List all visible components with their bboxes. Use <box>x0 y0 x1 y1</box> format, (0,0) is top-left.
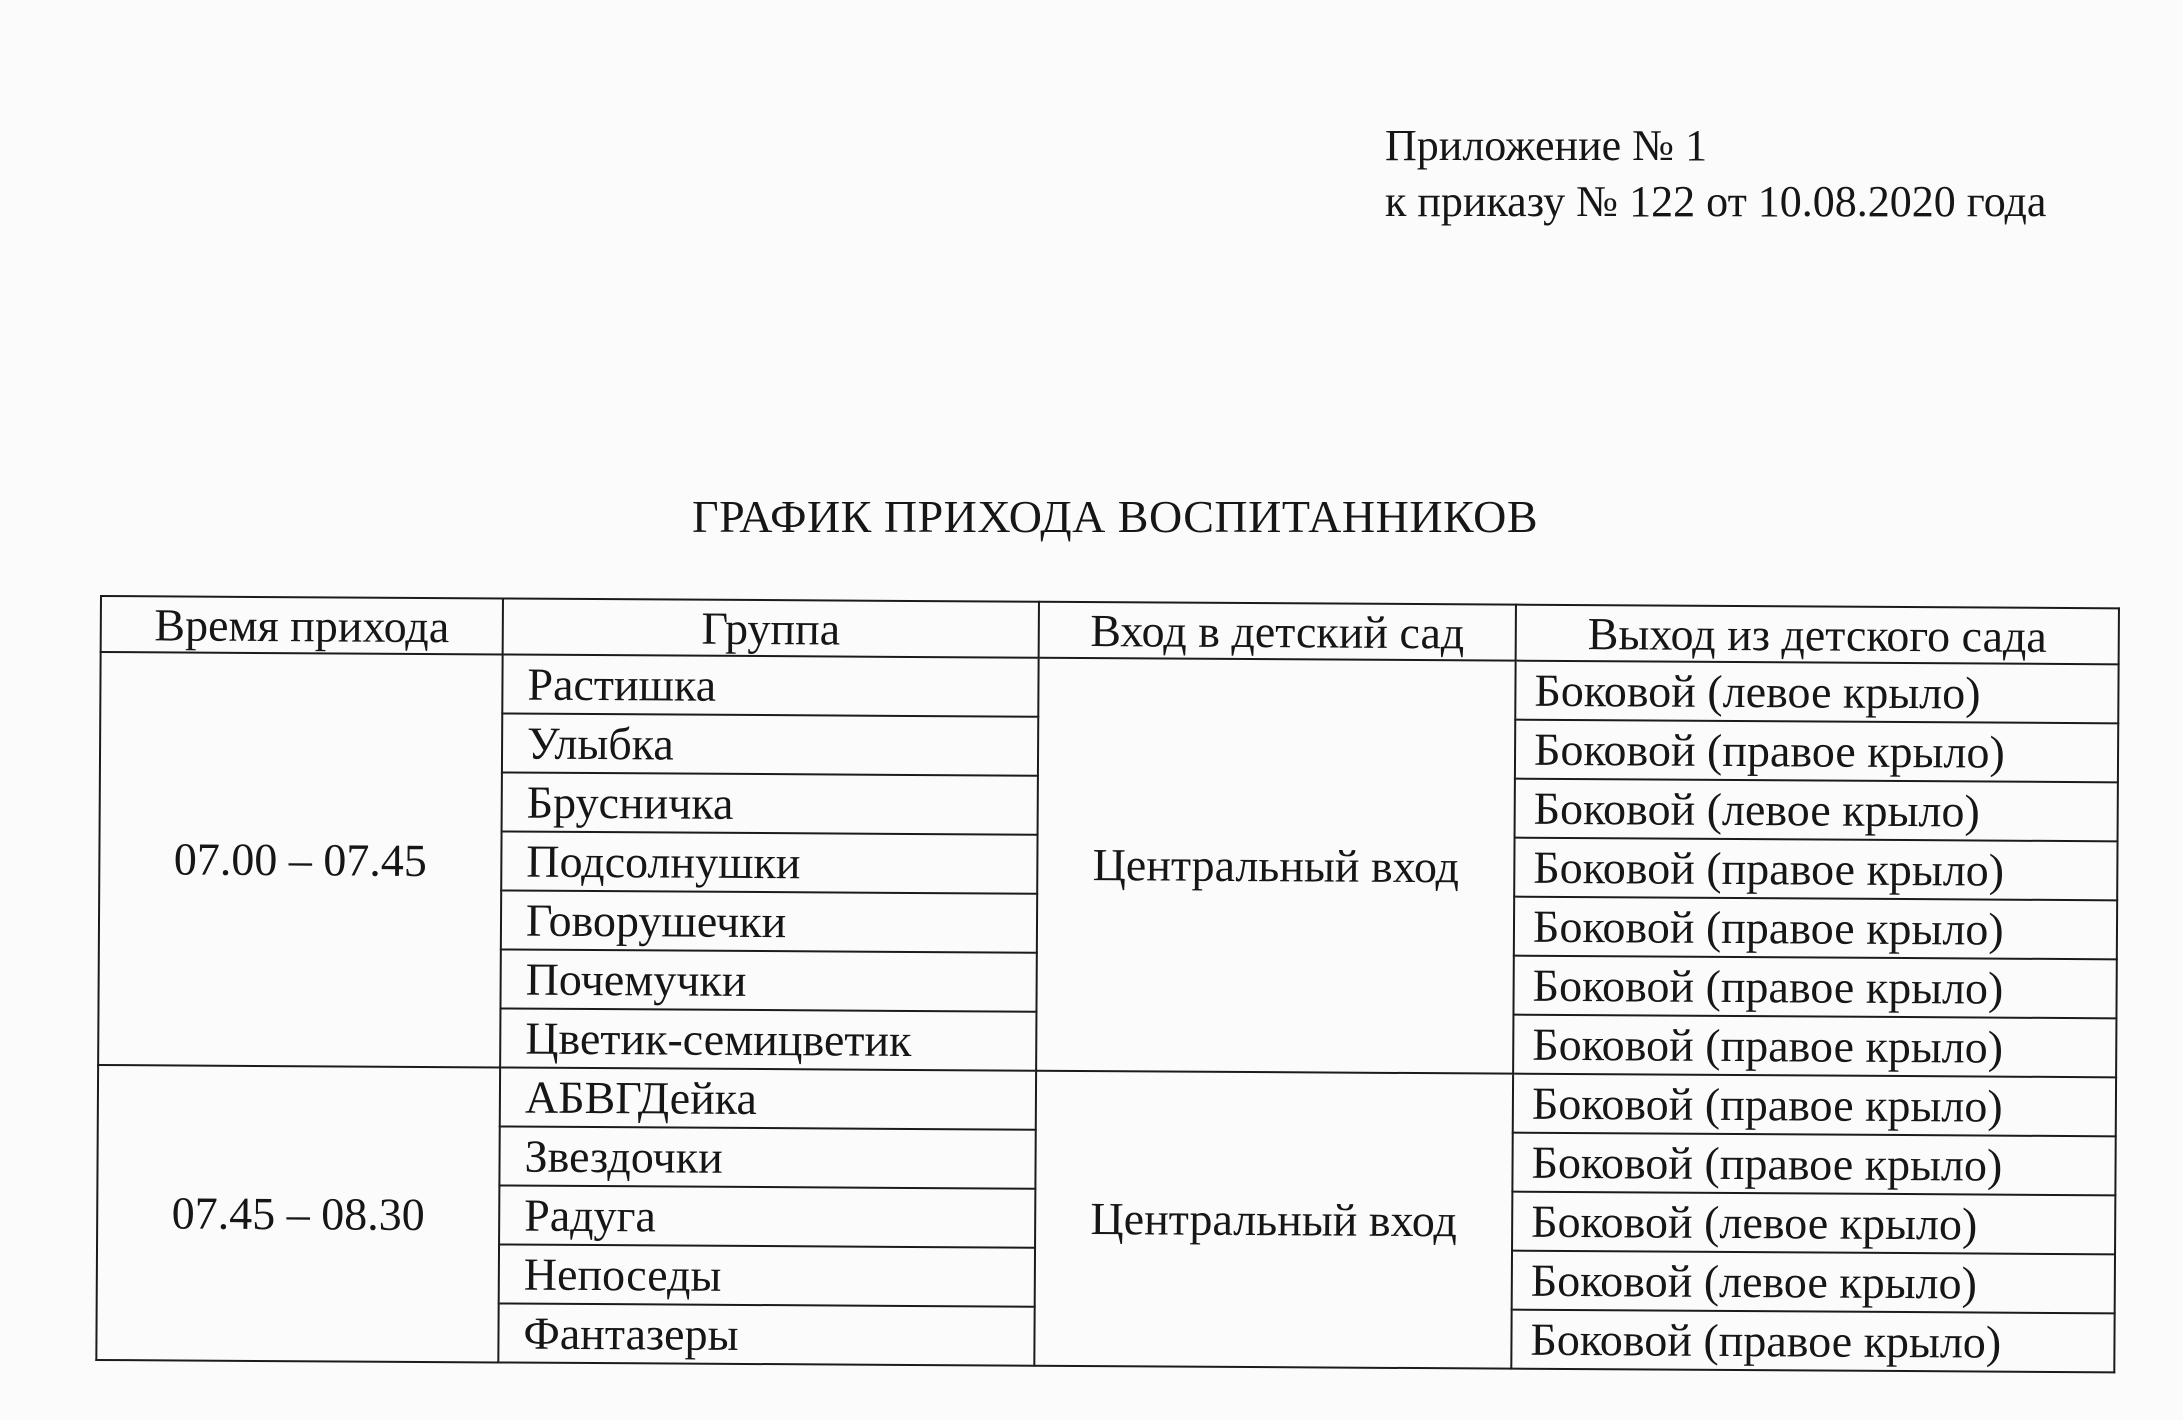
exit-cell: Боковой (правое крыло) <box>1513 1074 2116 1137</box>
group-cell: Радуга <box>499 1185 1035 1247</box>
entry-cell: Центральный вход <box>1034 1071 1513 1369</box>
group-cell: Почемучки <box>500 949 1036 1011</box>
group-cell: Непоседы <box>499 1244 1035 1306</box>
appendix-note <box>1385 118 2046 230</box>
group-cell: Улыбка <box>502 713 1038 775</box>
table-row <box>100 652 2118 723</box>
entry-cell: Центральный вход <box>1036 658 1516 1074</box>
column-header-group: Группа <box>503 598 1039 657</box>
group-cell: Цветик-семицветик <box>500 1008 1036 1070</box>
group-cell: Брусничка <box>502 772 1038 834</box>
exit-cell: Боковой (правое крыло) <box>1514 838 2117 901</box>
time-slot-cell: 07.45 – 08.30 <box>96 1065 500 1362</box>
group-cell: Звездочки <box>499 1126 1035 1188</box>
column-header-time: Время прихода <box>101 596 503 654</box>
group-cell: Говорушечки <box>501 890 1037 952</box>
appendix-line-1: Приложение № 1 <box>1385 121 1708 170</box>
exit-cell: Боковой (левое крыло) <box>1512 1192 2115 1255</box>
column-header-entry: Вход в детский сад <box>1039 602 1516 661</box>
group-cell: Растишка <box>502 654 1038 716</box>
time-slot-cell: 07.00 – 07.45 <box>98 652 503 1067</box>
exit-cell: Боковой (левое крыло) <box>1515 661 2118 724</box>
arrival-schedule-table <box>95 595 2120 1373</box>
exit-cell: Боковой (левое крыло) <box>1512 1251 2115 1314</box>
exit-cell: Боковой (правое крыло) <box>1514 897 2117 960</box>
exit-cell: Боковой (правое крыло) <box>1513 956 2116 1019</box>
group-cell: Подсолнушки <box>501 831 1037 893</box>
column-header-exit: Выход из детского сада <box>1516 605 2119 665</box>
exit-cell: Боковой (правое крыло) <box>1513 1015 2116 1078</box>
exit-cell: Боковой (правое крыло) <box>1511 1310 2114 1373</box>
exit-cell: Боковой (левое крыло) <box>1515 779 2118 842</box>
table-row <box>98 1065 2116 1136</box>
group-cell: АБВГДейка <box>500 1067 1036 1129</box>
appendix-line-2: к приказу № 122 от 10.08.2020 года <box>1385 177 2047 226</box>
exit-cell: Боковой (правое крыло) <box>1512 1133 2115 1196</box>
document-title: ГРАФИК ПРИХОДА ВОСПИТАННИКОВ <box>692 491 1538 542</box>
group-cell: Фантазеры <box>498 1303 1034 1365</box>
exit-cell: Боковой (правое крыло) <box>1515 720 2118 783</box>
